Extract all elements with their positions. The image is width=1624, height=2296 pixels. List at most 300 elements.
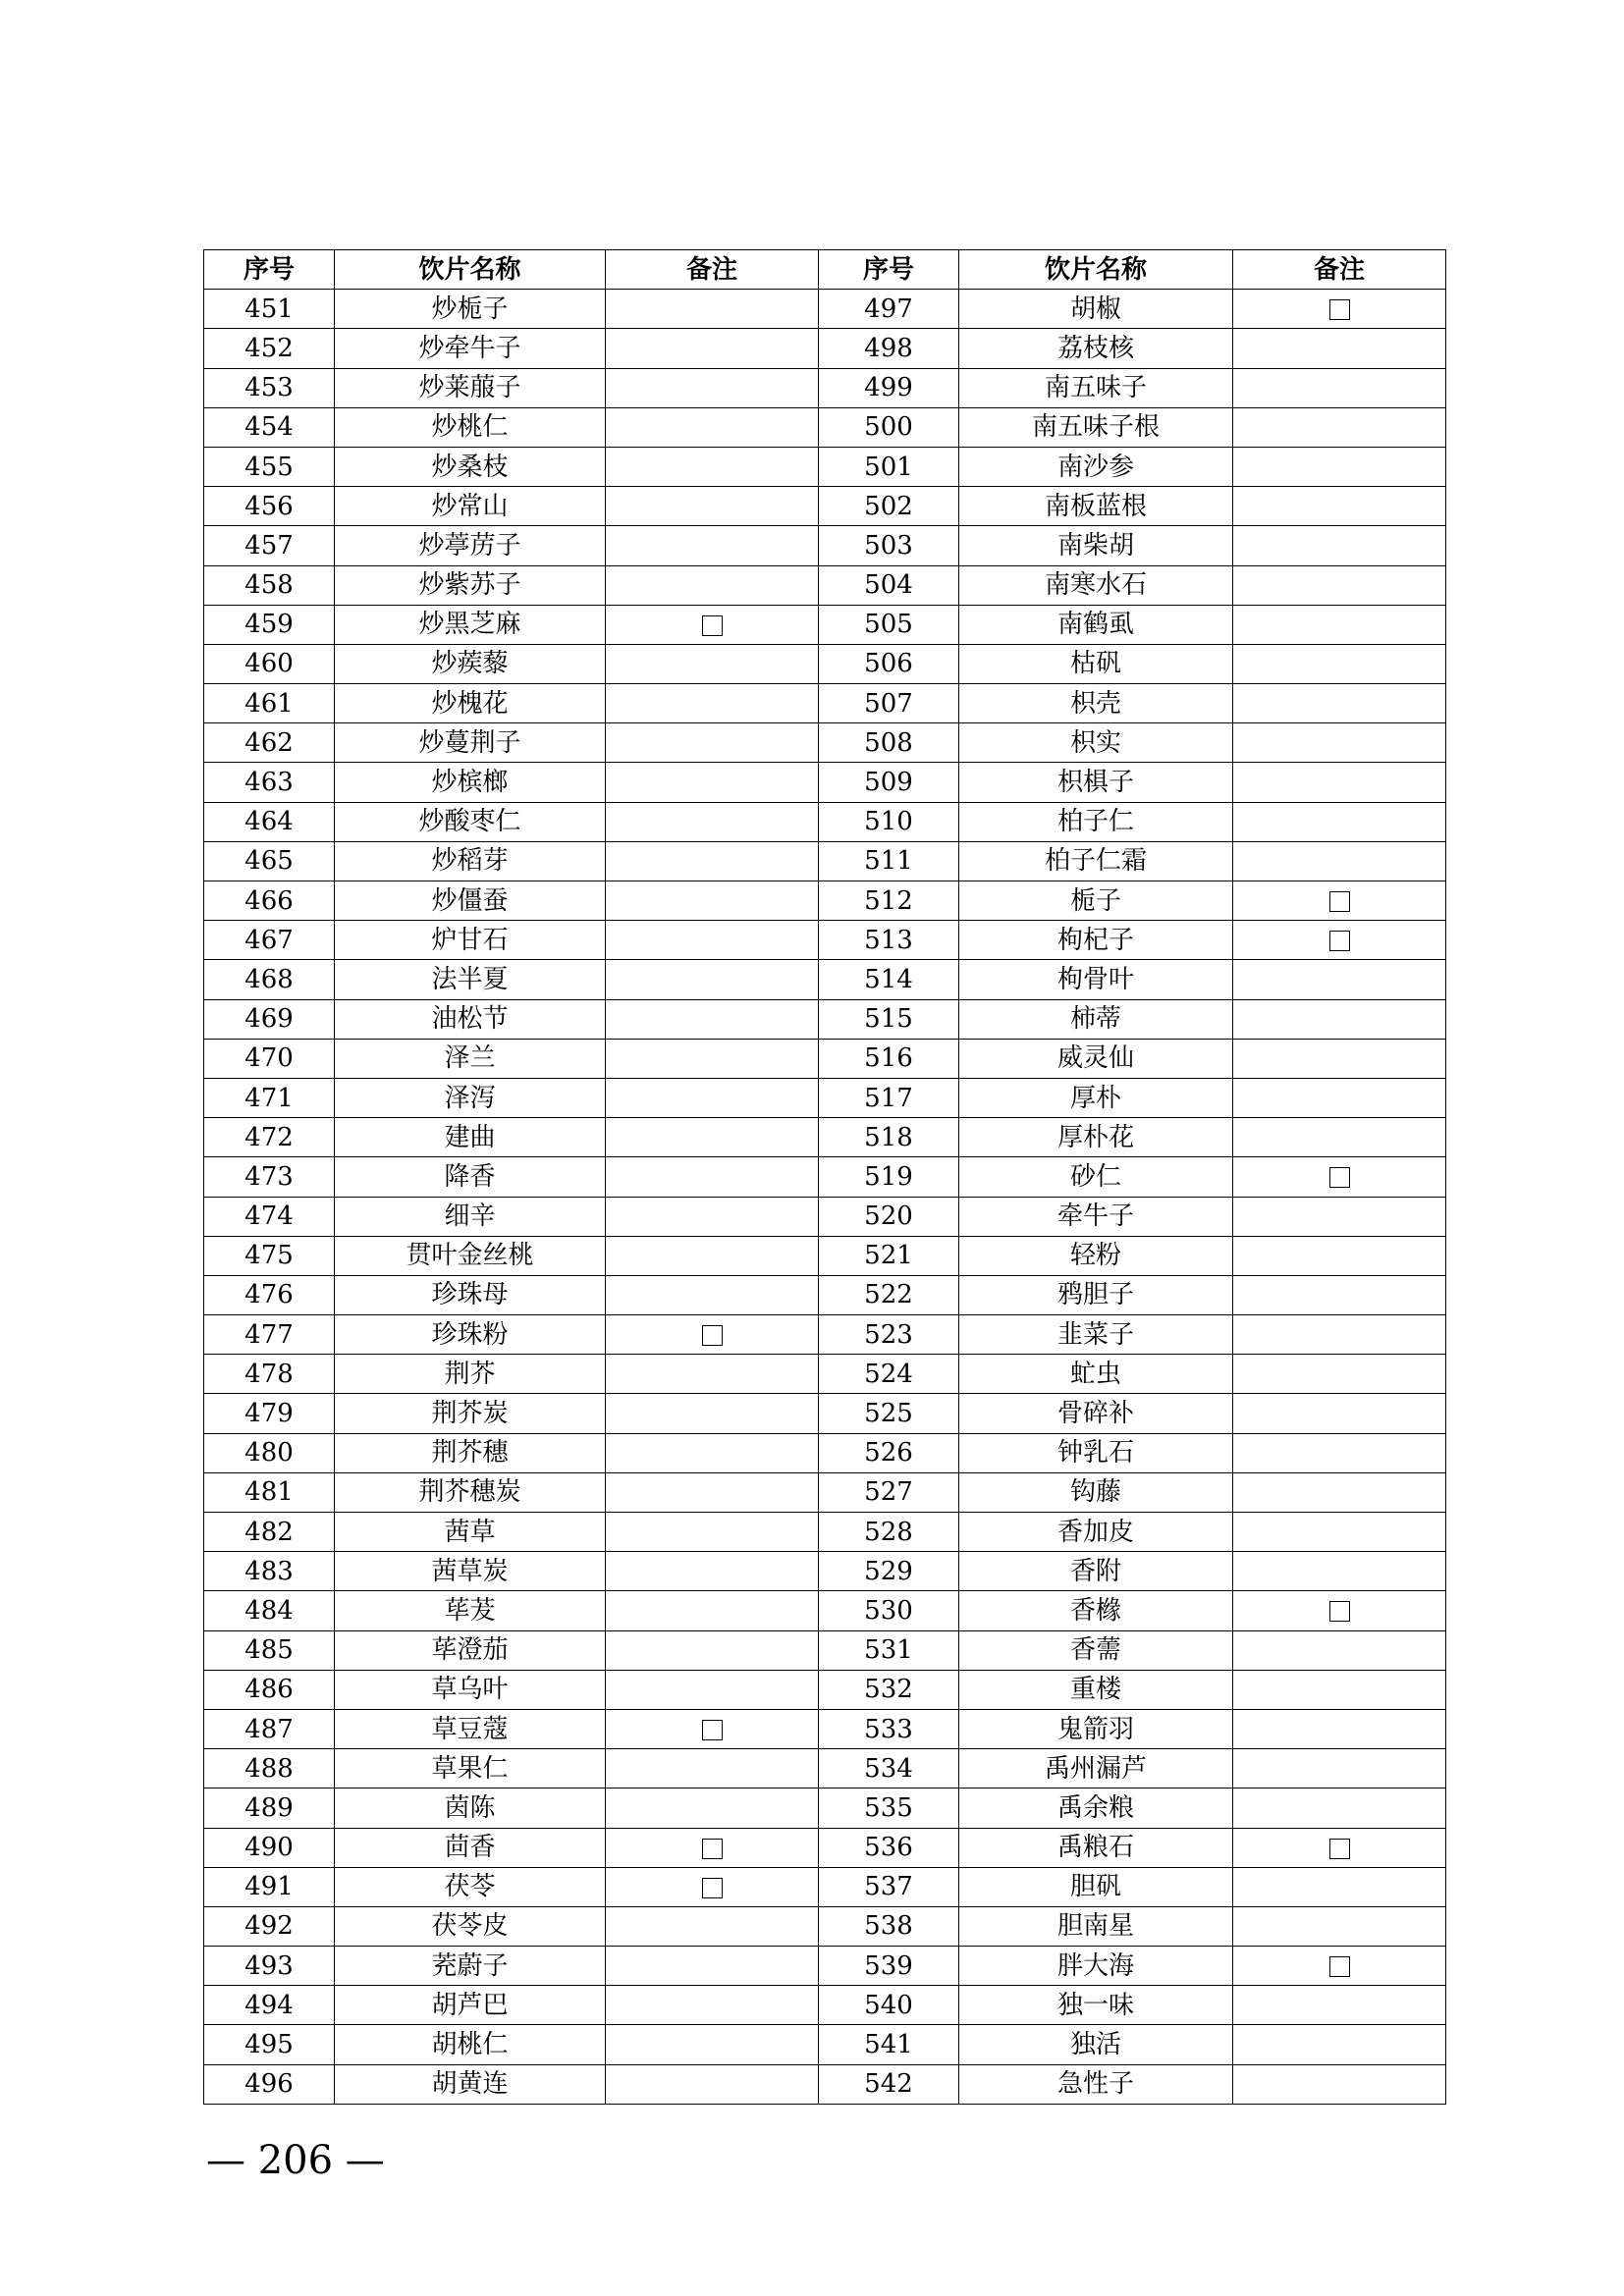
table-row xyxy=(204,1986,1446,2025)
slice-name-right: 枳实 xyxy=(959,723,1233,763)
row-index-left: 486 xyxy=(204,1670,335,1709)
remark-left xyxy=(606,1078,819,1117)
remark-left xyxy=(606,1986,819,2025)
remark-left xyxy=(606,881,819,921)
remark-right xyxy=(1233,644,1446,683)
slice-name-left: 炒常山 xyxy=(335,487,606,526)
row-index-left: 470 xyxy=(204,1039,335,1078)
row-index-left: 474 xyxy=(204,1197,335,1236)
slice-name-right: 砂仁 xyxy=(959,1157,1233,1197)
slice-name-right: 胡椒 xyxy=(959,290,1233,329)
remark-right xyxy=(1233,1670,1446,1709)
row-index-right: 537 xyxy=(819,1867,959,1906)
table-row xyxy=(204,960,1446,999)
remark-left xyxy=(606,487,819,526)
page-number: — 206 — xyxy=(206,2138,385,2183)
slice-name-right: 枸骨叶 xyxy=(959,960,1233,999)
remark-right xyxy=(1233,960,1446,999)
slice-name-right: 轻粉 xyxy=(959,1236,1233,1275)
row-index-right: 541 xyxy=(819,2025,959,2064)
header-index-right: 序号 xyxy=(819,250,959,290)
row-index-left: 472 xyxy=(204,1118,335,1157)
slice-name-right: 牵牛子 xyxy=(959,1197,1233,1236)
table-row xyxy=(204,1867,1446,1906)
table-row xyxy=(204,605,1446,644)
remark-left xyxy=(606,723,819,763)
slice-name-left: 茜草 xyxy=(335,1513,606,1552)
remark-right xyxy=(1233,763,1446,802)
table-row xyxy=(204,1394,1446,1433)
slice-name-left: 茴香 xyxy=(335,1828,606,1867)
slice-name-right: 柏子仁 xyxy=(959,802,1233,841)
row-index-right: 519 xyxy=(819,1157,959,1197)
table-row xyxy=(204,1630,1446,1670)
row-index-left: 489 xyxy=(204,1789,335,1828)
table-row xyxy=(204,1197,1446,1236)
table-row xyxy=(204,1828,1446,1867)
row-index-right: 523 xyxy=(819,1315,959,1355)
slice-name-left: 炒槐花 xyxy=(335,684,606,723)
row-index-right: 521 xyxy=(819,1236,959,1275)
row-index-right: 525 xyxy=(819,1394,959,1433)
remark-right xyxy=(1233,1709,1446,1748)
row-index-left: 467 xyxy=(204,921,335,960)
row-index-left: 483 xyxy=(204,1552,335,1591)
table-row xyxy=(204,684,1446,723)
slice-name-left: 炒黑芝麻 xyxy=(335,605,606,644)
row-index-right: 520 xyxy=(819,1197,959,1236)
remark-right xyxy=(1233,1630,1446,1670)
table-row xyxy=(204,1906,1446,1946)
slice-name-left: 荆芥穗 xyxy=(335,1433,606,1472)
row-index-left: 469 xyxy=(204,999,335,1039)
remark-left xyxy=(606,1828,819,1867)
table-row xyxy=(204,802,1446,841)
slice-name-left: 炒蒺藜 xyxy=(335,644,606,683)
slice-name-right: 厚朴花 xyxy=(959,1118,1233,1157)
row-index-left: 454 xyxy=(204,407,335,447)
slice-name-left: 茯苓皮 xyxy=(335,1906,606,1946)
remark-right xyxy=(1233,487,1446,526)
remark-right xyxy=(1233,1157,1446,1197)
row-index-left: 495 xyxy=(204,2025,335,2064)
slice-name-left: 胡桃仁 xyxy=(335,2025,606,2064)
row-index-right: 498 xyxy=(819,329,959,368)
row-index-right: 528 xyxy=(819,1513,959,1552)
slice-name-left: 炒桑枝 xyxy=(335,447,606,486)
remark-right xyxy=(1233,1355,1446,1394)
remark-left xyxy=(606,1355,819,1394)
slice-name-left: 珍珠母 xyxy=(335,1275,606,1314)
remark-left xyxy=(606,644,819,683)
remark-right xyxy=(1233,447,1446,486)
row-index-right: 536 xyxy=(819,1828,959,1867)
slice-name-left: 胡黄连 xyxy=(335,2064,606,2104)
remark-right xyxy=(1233,684,1446,723)
row-index-right: 517 xyxy=(819,1078,959,1117)
remark-right xyxy=(1233,723,1446,763)
row-index-right: 504 xyxy=(819,565,959,605)
slice-name-left: 泽泻 xyxy=(335,1078,606,1117)
remark-checkbox-icon xyxy=(702,1720,723,1740)
row-index-right: 524 xyxy=(819,1355,959,1394)
row-index-right: 502 xyxy=(819,487,959,526)
remark-left xyxy=(606,763,819,802)
slice-name-right: 南五味子 xyxy=(959,368,1233,407)
row-index-right: 505 xyxy=(819,605,959,644)
slice-name-right: 南板蓝根 xyxy=(959,487,1233,526)
slice-name-left: 荆芥 xyxy=(335,1355,606,1394)
slice-name-right: 栀子 xyxy=(959,881,1233,921)
row-index-left: 465 xyxy=(204,841,335,881)
slice-name-left: 荜茇 xyxy=(335,1591,606,1630)
row-index-left: 460 xyxy=(204,644,335,683)
remark-left xyxy=(606,1867,819,1906)
remark-left xyxy=(606,999,819,1039)
row-index-left: 496 xyxy=(204,2064,335,2104)
remark-right xyxy=(1233,841,1446,881)
remark-left xyxy=(606,1039,819,1078)
row-index-left: 463 xyxy=(204,763,335,802)
table-row xyxy=(204,841,1446,881)
remark-left xyxy=(606,1789,819,1828)
slice-name-right: 胆南星 xyxy=(959,1906,1233,1946)
slice-name-left: 炒牵牛子 xyxy=(335,329,606,368)
row-index-right: 526 xyxy=(819,1433,959,1472)
slice-name-right: 香附 xyxy=(959,1552,1233,1591)
slice-name-left: 茜草炭 xyxy=(335,1552,606,1591)
slice-name-left: 炒酸枣仁 xyxy=(335,802,606,841)
row-index-right: 531 xyxy=(819,1630,959,1670)
remark-left xyxy=(606,2064,819,2104)
row-index-right: 539 xyxy=(819,1947,959,1986)
herbal-slice-table xyxy=(203,249,1446,2105)
row-index-right: 542 xyxy=(819,2064,959,2104)
remark-right xyxy=(1233,605,1446,644)
remark-left xyxy=(606,1315,819,1355)
table-row xyxy=(204,1433,1446,1472)
slice-name-left: 贯叶金丝桃 xyxy=(335,1236,606,1275)
slice-name-right: 南鹤虱 xyxy=(959,605,1233,644)
slice-name-right: 禹余粮 xyxy=(959,1789,1233,1828)
slice-name-left: 炒栀子 xyxy=(335,290,606,329)
slice-name-left: 茺蔚子 xyxy=(335,1947,606,1986)
remark-right xyxy=(1233,1906,1446,1946)
remark-left xyxy=(606,960,819,999)
remark-left xyxy=(606,1275,819,1314)
row-index-right: 540 xyxy=(819,1986,959,2025)
remark-left xyxy=(606,802,819,841)
table-row xyxy=(204,1670,1446,1709)
row-index-right: 503 xyxy=(819,526,959,565)
remark-checkbox-icon xyxy=(702,1878,723,1898)
table-row xyxy=(204,526,1446,565)
slice-name-left: 荆芥穗炭 xyxy=(335,1472,606,1512)
header-name-right: 饮片名称 xyxy=(959,250,1233,290)
remark-left xyxy=(606,1236,819,1275)
table-row xyxy=(204,723,1446,763)
remark-left xyxy=(606,1118,819,1157)
slice-name-right: 荔枝核 xyxy=(959,329,1233,368)
remark-right xyxy=(1233,1275,1446,1314)
slice-name-right: 鬼箭羽 xyxy=(959,1709,1233,1748)
slice-name-right: 厚朴 xyxy=(959,1078,1233,1117)
table-row xyxy=(204,1315,1446,1355)
slice-name-right: 枸杞子 xyxy=(959,921,1233,960)
row-index-right: 500 xyxy=(819,407,959,447)
table-row xyxy=(204,368,1446,407)
row-index-right: 530 xyxy=(819,1591,959,1630)
remark-checkbox-icon xyxy=(702,1839,723,1859)
row-index-left: 457 xyxy=(204,526,335,565)
remark-left xyxy=(606,1394,819,1433)
remark-right xyxy=(1233,1118,1446,1157)
slice-name-right: 南寒水石 xyxy=(959,565,1233,605)
remark-checkbox-icon xyxy=(1329,931,1350,951)
table-row xyxy=(204,290,1446,329)
header-remark-right: 备注 xyxy=(1233,250,1446,290)
row-index-right: 506 xyxy=(819,644,959,683)
remark-right xyxy=(1233,1078,1446,1117)
slice-name-left: 炒葶苈子 xyxy=(335,526,606,565)
slice-name-right: 急性子 xyxy=(959,2064,1233,2104)
slice-name-right: 南沙参 xyxy=(959,447,1233,486)
remark-left xyxy=(606,1906,819,1946)
row-index-left: 494 xyxy=(204,1986,335,2025)
header-index-left: 序号 xyxy=(204,250,335,290)
row-index-right: 527 xyxy=(819,1472,959,1512)
row-index-right: 538 xyxy=(819,1906,959,1946)
row-index-right: 510 xyxy=(819,802,959,841)
slice-name-right: 禹州漏芦 xyxy=(959,1749,1233,1789)
table-row xyxy=(204,2064,1446,2104)
slice-name-right: 柿蒂 xyxy=(959,999,1233,1039)
slice-name-right: 独活 xyxy=(959,2025,1233,2064)
slice-name-left: 油松节 xyxy=(335,999,606,1039)
row-index-left: 452 xyxy=(204,329,335,368)
row-index-left: 487 xyxy=(204,1709,335,1748)
remark-left xyxy=(606,1433,819,1472)
table-row xyxy=(204,1236,1446,1275)
row-index-right: 511 xyxy=(819,841,959,881)
row-index-left: 491 xyxy=(204,1867,335,1906)
row-index-right: 507 xyxy=(819,684,959,723)
slice-name-left: 炒桃仁 xyxy=(335,407,606,447)
row-index-left: 476 xyxy=(204,1275,335,1314)
slice-name-left: 法半夏 xyxy=(335,960,606,999)
slice-name-right: 威灵仙 xyxy=(959,1039,1233,1078)
remark-right xyxy=(1233,1472,1446,1512)
row-index-left: 456 xyxy=(204,487,335,526)
row-index-left: 484 xyxy=(204,1591,335,1630)
header-remark-left: 备注 xyxy=(606,250,819,290)
slice-name-left: 炒槟榔 xyxy=(335,763,606,802)
remark-right xyxy=(1233,1394,1446,1433)
remark-right xyxy=(1233,2025,1446,2064)
remark-left xyxy=(606,1591,819,1630)
remark-right xyxy=(1233,1315,1446,1355)
slice-name-left: 茵陈 xyxy=(335,1789,606,1828)
table-row xyxy=(204,1591,1446,1630)
row-index-left: 488 xyxy=(204,1749,335,1789)
slice-name-right: 鸦胆子 xyxy=(959,1275,1233,1314)
row-index-right: 497 xyxy=(819,290,959,329)
slice-name-left: 茯苓 xyxy=(335,1867,606,1906)
remark-left xyxy=(606,1749,819,1789)
remark-right xyxy=(1233,1433,1446,1472)
row-index-left: 479 xyxy=(204,1394,335,1433)
remark-left xyxy=(606,921,819,960)
remark-right xyxy=(1233,368,1446,407)
slice-name-right: 胖大海 xyxy=(959,1947,1233,1986)
remark-left xyxy=(606,841,819,881)
slice-name-left: 建曲 xyxy=(335,1118,606,1157)
table-header-row xyxy=(204,250,1446,290)
remark-right xyxy=(1233,999,1446,1039)
row-index-left: 478 xyxy=(204,1355,335,1394)
slice-name-left: 炒稻芽 xyxy=(335,841,606,881)
remark-checkbox-icon xyxy=(1329,1601,1350,1622)
table-row xyxy=(204,1275,1446,1314)
table-row xyxy=(204,407,1446,447)
remark-right xyxy=(1233,1197,1446,1236)
slice-name-right: 枳壳 xyxy=(959,684,1233,723)
slice-name-left: 炒蔓荆子 xyxy=(335,723,606,763)
remark-right xyxy=(1233,881,1446,921)
remark-right xyxy=(1233,1867,1446,1906)
remark-right xyxy=(1233,407,1446,447)
row-index-right: 515 xyxy=(819,999,959,1039)
row-index-left: 462 xyxy=(204,723,335,763)
slice-name-left: 炒莱菔子 xyxy=(335,368,606,407)
header-name-left: 饮片名称 xyxy=(335,250,606,290)
table-row xyxy=(204,1472,1446,1512)
table-row xyxy=(204,1513,1446,1552)
remark-right xyxy=(1233,2064,1446,2104)
table-row xyxy=(204,999,1446,1039)
row-index-right: 532 xyxy=(819,1670,959,1709)
remark-left xyxy=(606,1709,819,1748)
remark-right xyxy=(1233,802,1446,841)
slice-name-right: 虻虫 xyxy=(959,1355,1233,1394)
remark-checkbox-icon xyxy=(1329,891,1350,912)
slice-name-right: 韭菜子 xyxy=(959,1315,1233,1355)
remark-checkbox-icon xyxy=(1329,299,1350,320)
remark-left xyxy=(606,1513,819,1552)
row-index-left: 473 xyxy=(204,1157,335,1197)
table-row xyxy=(204,565,1446,605)
remark-right xyxy=(1233,1039,1446,1078)
remark-checkbox-icon xyxy=(702,615,723,636)
row-index-right: 499 xyxy=(819,368,959,407)
slice-name-right: 独一味 xyxy=(959,1986,1233,2025)
table-row xyxy=(204,1157,1446,1197)
slice-name-left: 珍珠粉 xyxy=(335,1315,606,1355)
table-row xyxy=(204,1947,1446,1986)
row-index-left: 490 xyxy=(204,1828,335,1867)
remark-right xyxy=(1233,329,1446,368)
row-index-right: 509 xyxy=(819,763,959,802)
slice-name-left: 草乌叶 xyxy=(335,1670,606,1709)
remark-right xyxy=(1233,1236,1446,1275)
row-index-left: 451 xyxy=(204,290,335,329)
remark-left xyxy=(606,605,819,644)
slice-name-right: 钩藤 xyxy=(959,1472,1233,1512)
remark-left xyxy=(606,447,819,486)
slice-name-left: 炉甘石 xyxy=(335,921,606,960)
row-index-left: 468 xyxy=(204,960,335,999)
row-index-right: 533 xyxy=(819,1709,959,1748)
slice-name-right: 南柴胡 xyxy=(959,526,1233,565)
table-row xyxy=(204,1749,1446,1789)
slice-name-right: 柏子仁霜 xyxy=(959,841,1233,881)
remark-checkbox-icon xyxy=(1329,1839,1350,1859)
slice-name-left: 细辛 xyxy=(335,1197,606,1236)
remark-left xyxy=(606,1157,819,1197)
row-index-right: 535 xyxy=(819,1789,959,1828)
remark-left xyxy=(606,1472,819,1512)
table-row xyxy=(204,1709,1446,1748)
row-index-left: 475 xyxy=(204,1236,335,1275)
slice-name-left: 胡芦巴 xyxy=(335,1986,606,2025)
table-row xyxy=(204,1039,1446,1078)
slice-name-left: 炒僵蚕 xyxy=(335,881,606,921)
table-row xyxy=(204,1078,1446,1117)
table-row xyxy=(204,881,1446,921)
row-index-right: 518 xyxy=(819,1118,959,1157)
row-index-right: 522 xyxy=(819,1275,959,1314)
table-row xyxy=(204,1552,1446,1591)
table-row xyxy=(204,2025,1446,2064)
slice-name-right: 香橼 xyxy=(959,1591,1233,1630)
remark-left xyxy=(606,1197,819,1236)
row-index-left: 471 xyxy=(204,1078,335,1117)
row-index-left: 482 xyxy=(204,1513,335,1552)
slice-name-left: 泽兰 xyxy=(335,1039,606,1078)
row-index-right: 516 xyxy=(819,1039,959,1078)
remark-checkbox-icon xyxy=(1329,1956,1350,1977)
slice-name-left: 草果仁 xyxy=(335,1749,606,1789)
remark-right xyxy=(1233,1513,1446,1552)
row-index-right: 529 xyxy=(819,1552,959,1591)
row-index-left: 453 xyxy=(204,368,335,407)
remark-left xyxy=(606,684,819,723)
remark-left xyxy=(606,368,819,407)
table-row xyxy=(204,447,1446,486)
row-index-left: 466 xyxy=(204,881,335,921)
remark-left xyxy=(606,1947,819,1986)
row-index-left: 459 xyxy=(204,605,335,644)
remark-left xyxy=(606,1670,819,1709)
remark-left xyxy=(606,329,819,368)
row-index-left: 458 xyxy=(204,565,335,605)
remark-right xyxy=(1233,565,1446,605)
remark-right xyxy=(1233,526,1446,565)
slice-name-right: 香薷 xyxy=(959,1630,1233,1670)
table-row xyxy=(204,1355,1446,1394)
slice-name-left: 降香 xyxy=(335,1157,606,1197)
remark-left xyxy=(606,1552,819,1591)
row-index-left: 481 xyxy=(204,1472,335,1512)
row-index-left: 461 xyxy=(204,684,335,723)
table-row xyxy=(204,763,1446,802)
slice-name-right: 骨碎补 xyxy=(959,1394,1233,1433)
row-index-left: 492 xyxy=(204,1906,335,1946)
slice-name-left: 荜澄茄 xyxy=(335,1630,606,1670)
remark-left xyxy=(606,565,819,605)
remark-left xyxy=(606,526,819,565)
remark-right xyxy=(1233,921,1446,960)
